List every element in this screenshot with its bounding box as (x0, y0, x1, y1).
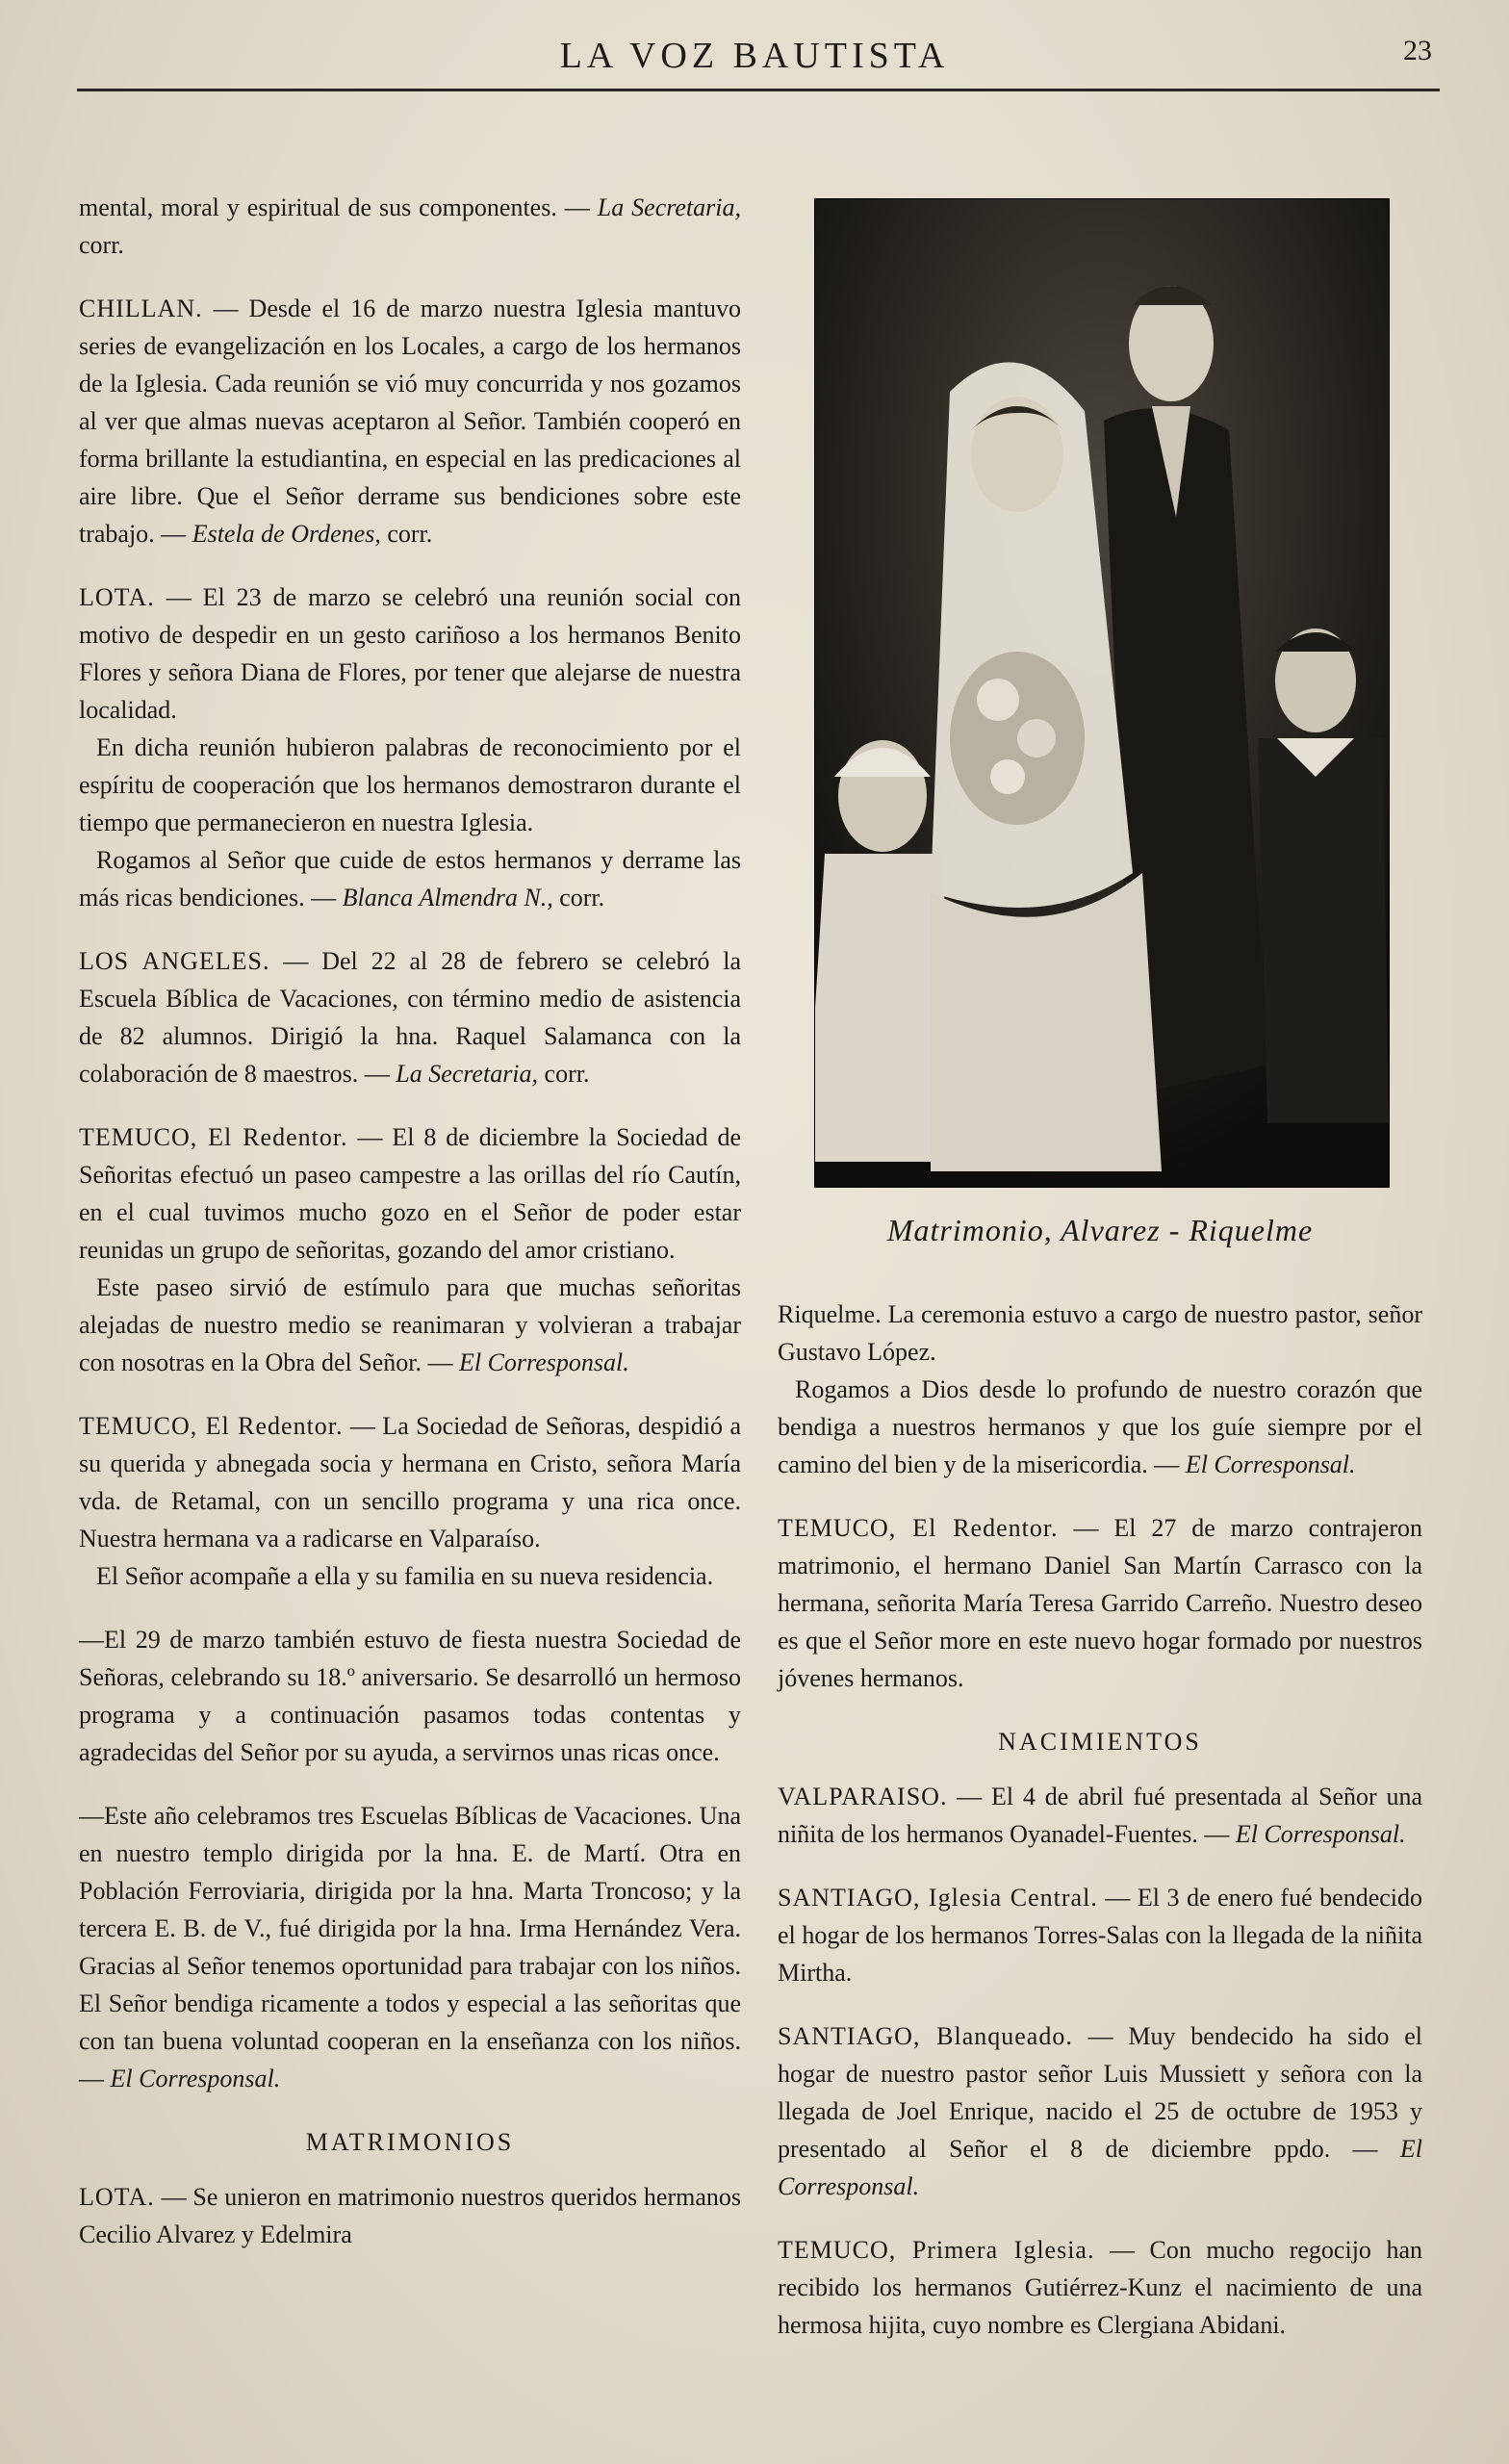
news-item (778, 1509, 1422, 1697)
news-text: — Muy bendecido ha sido el hogar de nuestro pastor señor Luis Mussiett y señora con la llegada de Joel Enrique, nacido el 25 de octubre de 1953 y presentado al Señor el 8 de diciembre ppdo. — (778, 2022, 1422, 2163)
news-text: — El 4 de abril fué presentada al Señor una niñita de los hermanos Oyanadel-Fuentes. — (778, 1783, 1422, 1848)
news-tail: corr. (544, 1060, 590, 1088)
news-item (79, 841, 741, 916)
news-item (778, 1296, 1422, 1371)
news-signature: La Secretaria, (597, 193, 741, 221)
header-rule (77, 89, 1440, 91)
news-item (79, 1118, 741, 1269)
publication-title: LA VOZ BAUTISTA (559, 36, 950, 76)
news-place: CHILLAN. (79, 295, 203, 322)
news-item (79, 1797, 741, 2097)
news-text: En dicha reunión hubieron palabras de reconocimiento por el espíritu de cooperación que los hermanos demostraron durante el tiempo que permanecieron en nuestra Iglesia. (79, 733, 741, 836)
news-place: LOTA. (79, 583, 155, 611)
news-text: — El 3 de enero fué bendecido el hogar de los hermanos Torres-Salas con la llegada de la niñita Mirtha. (778, 1884, 1422, 1987)
section-heading: NACIMIENTOS (998, 1728, 1202, 1756)
section-heading: MATRIMONIOS (305, 2128, 515, 2156)
news-signature: El Corresponsal. (110, 2065, 281, 2092)
news-tail: corr. (559, 884, 605, 911)
news-place: LOTA. (79, 2183, 155, 2211)
news-text: — El 8 de diciembre la Sociedad de Señoritas efectuó un paseo campestre a las orillas del río Cautín, en el cual tuvimos mucho gozo en el Señor de poder estar reunidas un grupo de señoritas, gozando del amor cristiano. (79, 1123, 741, 1264)
news-text: Riquelme. La ceremonia estuvo a cargo de nuestro pastor, señor Gustavo López. (778, 1300, 1422, 1366)
news-text: — Con mucho regocijo han recibido los hermanos Gutiérrez-Kunz el nacimiento de una hermosa hijita, cuyo nombre es Clergiana Abidani. (778, 2236, 1422, 2339)
left-column (79, 189, 741, 2279)
news-signature: El Corresponsal. (458, 1348, 629, 1376)
news-item (778, 1879, 1422, 1991)
news-text: El Señor acompañe a ella y su familia en su nueva residencia. (96, 1562, 714, 1590)
news-item (778, 1778, 1422, 1853)
news-item (79, 942, 741, 1092)
news-item (79, 1269, 741, 1381)
news-text: — La Sociedad de Señoras, despidió a su querida y abnegada socia y hermana en Cristo, señora María vda. de Retamal, con un sencillo programa y una rica once. Nuestra hermana va a radicarse en Valparaíso. (79, 1412, 741, 1553)
photo-caption: Matrimonio, Alvarez - Riquelme (886, 1213, 1314, 1247)
news-text: Este paseo sirvió de estímulo para que muchas señoritas alejadas de nuestro medio se reanimaran y volvieran a trabajar con nosotras en la Obra del Señor. — (79, 1273, 741, 1376)
news-place: TEMUCO, Primera Iglesia. (778, 2236, 1095, 2264)
news-item (79, 1407, 741, 1557)
news-text: — El 27 de marzo contrajeron matrimonio, el hermano Daniel San Martín Carrasco con la hermana, señorita María Teresa Garrido Carreño. Nuestro deseo es que el Señor more en este nuevo hogar formado por nuestros jóvenes hermanos. (778, 1514, 1422, 1692)
news-place: SANTIAGO, Iglesia Central. (778, 1884, 1098, 1912)
news-item (79, 1621, 741, 1771)
news-text: mental, moral y espiritual de sus componentes. — (79, 193, 590, 221)
news-item (79, 189, 741, 264)
news-text: Rogamos al Señor que cuide de estos hermanos y derrame las más ricas bendiciones. — (79, 846, 741, 911)
news-place: LOS ANGELES. (79, 947, 270, 975)
wedding-photo-illustration (815, 199, 1389, 1187)
news-text: Rogamos a Dios desde lo profundo de nuestro corazón que bendiga a nuestros hermanos y que los guíe siempre por el camino del bien y de la misericordia. — (778, 1375, 1422, 1478)
news-text: — Se unieron en matrimonio nuestros queridos hermanos Cecilio Alvarez y Edelmira (79, 2183, 741, 2248)
news-place: TEMUCO, El Redentor. (79, 1412, 344, 1440)
news-text: —Este año celebramos tres Escuelas Bíblicas de Vacaciones. Una en nuestro templo dirigida por la hna. E. de Martí. Otra en Población Ferroviaria, dirigida por la hna. Marta Troncoso; y la tercera E. B. de V., fué dirigida por la hna. Irma Hernández Vera. Gracias al Señor tenemos oportunidad para trabajar con los niños. El Señor bendiga ricamente a todos y especial a las señoritas que con tan buena voluntad cooperan en la enseñanza con los niños. — (79, 1802, 741, 2092)
news-item (778, 2017, 1422, 2205)
news-item (778, 1371, 1422, 1483)
news-item (79, 729, 741, 841)
news-item (79, 290, 741, 552)
right-column (778, 1296, 1422, 2370)
news-text: — El 23 de marzo se celebró una reunión social con motivo de despedir en un gesto cariñoso a los hermanos Benito Flores y señora Diana de Flores, por tener que alejarse de nuestra localidad. (79, 583, 742, 724)
news-signature: El Corresponsal. (1235, 1820, 1406, 1848)
news-signature: Blanca Almendra N., (342, 884, 553, 911)
news-item (778, 2231, 1422, 2344)
news-item (79, 578, 741, 729)
news-item (79, 2178, 741, 2253)
news-tail: corr. (79, 231, 124, 259)
news-signature: Estela de Ordenes, (192, 520, 381, 548)
news-place: VALPARAISO. (778, 1783, 948, 1810)
news-text: — Del 22 al 28 de febrero se celebró la Escuela Bíblica de Vacaciones, con término medio de asistencia de 82 alumnos. Dirigió la hna. Raquel Salamanca con la colaboración de 8 maestros. — (79, 947, 742, 1088)
news-text: — Desde el 16 de marzo nuestra Iglesia mantuvo series de evangelización en los Locales, a cargo de los hermanos de la Iglesia. Cada reunión se vió muy concurrida y nos gozamos al ver que almas nuevas aceptaron al Señor. También cooperó en forma brillante la estudiantina, en especial en las predicaciones al aire libre. Que el Señor derrame sus bendiciones sobre este trabajo. — (79, 295, 741, 548)
wedding-photo (814, 198, 1390, 1188)
news-place: SANTIAGO, Blanqueado. (778, 2022, 1073, 2050)
news-place: TEMUCO, El Redentor. (79, 1123, 348, 1151)
news-text: —El 29 de marzo también estuvo de fiesta nuestra Sociedad de Señoras, celebrando su 18.º aniversario. Se desarrolló un hermoso programa y a continuación pasamos todas contentas y agradecidas del Señor por su ayuda, a servirnos unas ricas once. (79, 1626, 741, 1766)
news-signature: La Secretaria, (396, 1060, 539, 1088)
page-number: 23 (1403, 35, 1432, 66)
news-place: TEMUCO, El Redentor. (778, 1514, 1059, 1542)
news-tail: corr. (387, 520, 433, 548)
news-signature: El Corresponsal. (778, 2135, 1422, 2200)
news-signature: El Corresponsal. (1185, 1450, 1356, 1478)
news-item (79, 1557, 741, 1595)
